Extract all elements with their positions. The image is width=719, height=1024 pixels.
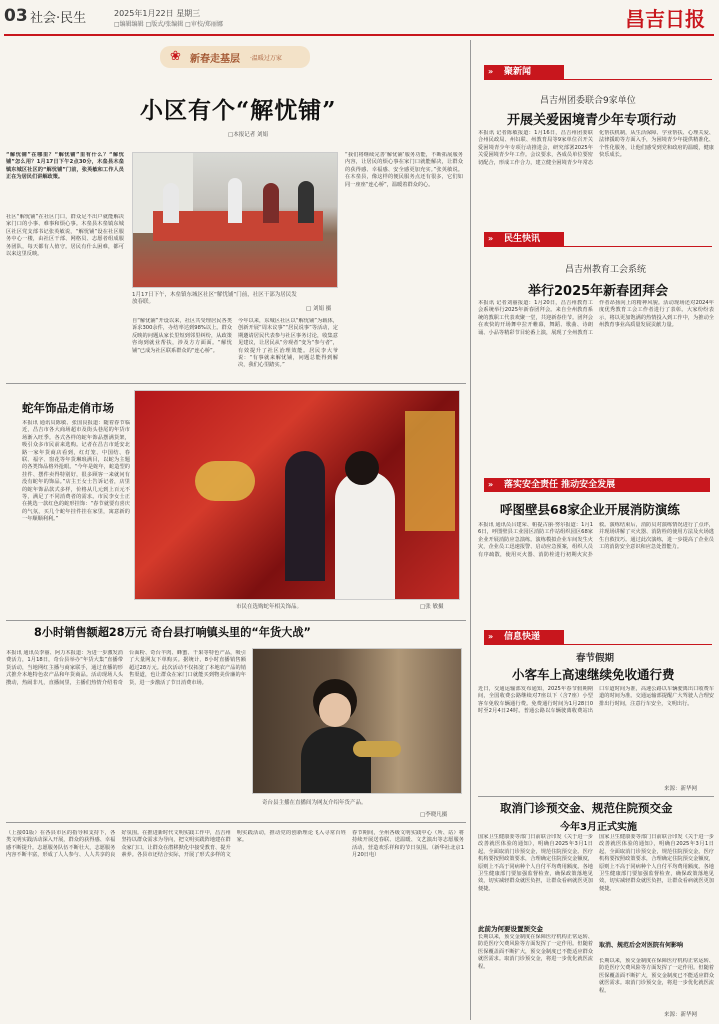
sales-photo [252,648,462,794]
main-photo-caption: 1月17日下午，木垒镇东城区社区“解忧铺”门前，社区干部为居民发放春联。 [132,292,297,305]
toll-headline: 小客车上高速继续免收通行费 [512,667,675,682]
main-col3: 今年以来，东城区社区以“解忧铺”为载体，创新开展“周末议事”“居民说事”等活动，定期邀请居民代表参与社区事务讨论，收集意见建议，让居民从“旁观者”变为“参与者”，有效提升了社区治理效能。居民李大爷说：“有事就来解忧铺，问题总能得到解决，我们心里踏实。” [238,318,338,369]
union-body: 本报讯 记者刘丽报道：1月20日，昌吉州教育工会系统举行2025年新春团拜会。来自全州教育系统的教职工代表欢聚一堂，共迎新春佳节。团拜会在欢快的开场舞中拉开帷幕，舞蹈、歌曲、诗朗诵、小品等精彩节目轮番上演，展现了全州教育工作者昂扬向上的精神风貌。活动现场还对2024年度优秀教育工会工作者进行了表彰。大家纷纷表示，将以更加饱满的热情投入到工作中，为推动全州教育事业高质量发展贡献力量。 [478,300,714,336]
deposit-more-2: 长期以来，预交金制度在保障医疗机构正常运转、防范医疗欠费风险等方面发挥了一定作用。但随着医保覆盖面不断扩大，预交金制度已不能适应群众就医需求。取消门诊预交金，将进一步优化就医流程。 [599,958,714,994]
fire-drill-body: 本报讯 通讯员吕建荣、帕提古丽·努尔报道：1月16日，呼图壁县工业园区消防工作站组织园区68家企业开展消防应急演练。演练模拟企业车间发生火灾，企业员工迅速报警、启动应急预案，组织人员有序疏散，使用灭火器、消防栓进行初期火灾扑救。演练结束后，消防员对演练情况进行了点评，并现场讲解了灭火器、消防栓的使用方法及火场逃生自救技巧。通过此次演练，进一步提高了企业员工的消防安全意识和应急处置能力。 [478,522,714,558]
editor-credits: □编辑编辑 □版式/张编辑 □审校/郑丽娜 [114,21,223,28]
issue-date: 2025年1月22日 星期三 [114,9,201,18]
union-pretitle: 昌吉州教育工会系统 [565,265,647,275]
divider [478,796,714,797]
main-col1: 社区“解忧铺”在社区门口，群众足不出户就能解决家门口的小事、难事和烦心事。木垒县木垒镇东城区社区党支部书记张英敏说，“解忧铺”设在社区服务中心一楼，由社区干部、网格员、志愿者组成服务团队，每天都有人值守。居民有什么困难，都可以来这里反映。 [6,214,124,258]
sales-photo-credit: □李晓凡摄 [420,812,448,818]
banner-title: 新春走基层 [190,54,240,65]
zodiac-photo-credit: □张 敏摄 [420,604,444,610]
page-header [0,0,719,36]
union-headline: 举行2025年新春团拜会 [528,284,669,299]
divider [6,383,466,384]
toll-body: 近日，交通运输部发布通知，2025年春节假期期间，全国收费公路继续对7座以下（含7座）小型客车免收车辆通行费。免费通行时间为1月28日0时至2月4日24时。普通公路以车辆驶离收费站出口车道时间为准，高速公路以车辆驶离出口收费车道的时间为准。交通运输部提醒广大驾驶人合理安排出行时间，注意行车安全，文明出行。 [478,686,714,715]
deposit-headline: 取消门诊预交金、规范住院预交金 [500,801,673,815]
zodiac-photo [134,390,460,600]
deposit-more: 长期以来，预交金制度在保障医疗机构正常运转、防范医疗欠费风险等方面发挥了一定作用。但随着医保覆盖面不断扩大，预交金制度已不能适应群众就医需求。取消门诊预交金，将进一步优化就医流程。 [478,934,593,970]
main-lead: “解忧铺”在哪里？“解忧铺”里有什么？“解忧铺”怎么用？1月17日下午2点30分，木垒县木垒镇东城区社区的“解忧铺”门前，张英敏和工作人员正在为居民们讲解政策。 [6,152,124,181]
newspaper-logo: 昌吉日报 [625,7,705,31]
tag-livelihood: » 民生快讯 [484,232,564,246]
main-col4: “我们将继续完善‘解忧铺’服务功能，不断拓展服务内容，让居民的烦心事在家门口就能解决，让群众的获得感、幸福感、安全感更加充实。”张英敏说。在木垒县，像这样的便民服务点还有很多，它们如同一座座“连心桥”，温暖着群众的心。 [345,152,463,188]
deposit-subheading-2: 取消、规范后会对医院有何影响 [599,942,684,949]
news-headline: 开展关爱困境青少年专项行动 [507,113,677,128]
toll-pretitle: 春节假期 [576,653,615,664]
double-chevron-icon: » [488,67,494,76]
toll-source: 来源：新华网 [664,786,698,792]
zodiac-headline: 蛇年饰品走俏市场 [22,401,114,415]
news-body: 本报讯 记者陈敏报道：1月16日，昌吉州团委联合州民政局、州妇联、州教育局等9家单位召开关爱困境青少年专项行动推进会，研究部署2025年关爱困境青少年工作。会议要求，各成员单位要密切配合，形成工作合力，建立健全困境青少年常态化帮扶机制，从生活保障、学业帮扶、心理关爱、法律援助等方面入手，为困境青少年提供精准化、个性化服务，让他们感受到党和政府的温暖，健康快乐成长。 [478,130,714,166]
zodiac-body: 本报讯 通讯员陈敏、张国良报道：随着春节临近，昌吉市各大商场超市及街头巷尾的年货市场渐入旺季。各式各样的蛇年饰品摆满货架，吸引众多市民前来选购。记者在昌吉市延安北路一家年货商店看到，红灯笼、中国结、春联、福字、窗花等年货琳琅满目，以蛇为主题的各类饰品格外抢眼。“今年是蛇年，蛇造型的挂件、摆件卖得特别好，很多顾客一来就问有没有蛇年的饰品。”店主王女士告诉记者，店里的蛇年饰品款式多样，价格从几元到上百元不等，满足了不同消费者的需求。市民李女士正在挑选一款红色的蛇形挂饰：“春节就要有喜庆的气氛，买几个蛇年挂件挂在家里，寓意新的一年顺顺利利。” [22,420,130,523]
tag-safety: » 落实安全责任 推动安全发展 [484,478,710,492]
section-title: 社会·民生 [30,11,87,26]
header-rule [4,34,714,36]
section-rule [484,644,712,645]
section-rule [484,246,712,247]
main-byline: □本报记者 刘娟 [228,132,268,138]
main-photo [132,152,338,288]
main-headline: 小区有个“解忧铺” [140,97,337,124]
deposit-body: 国家卫生健康委等部门日前联合印发《关于进一步改善就医体验的通知》，明确自2025年3月1日起，全面取消门诊预交金，规范住院预交金。医疗机构要按照政策要求，合理确定住院预交金额度，原则上不高于同病种个人自付平均费用额度。各地卫生健康部门要加强监督检查，确保政策落地见效，切实减轻群众就医负担，让群众看病就医更加便捷。 [478,834,593,892]
deposit-subheading: 此前为何要设置预交金 [478,925,543,933]
new-year-banner [160,46,310,68]
page-number: 03 [4,6,28,26]
section-rule [484,79,712,80]
sales-photo-caption: 奇台县主播在直播间为网友介绍年货产品。 [262,800,367,806]
deposit-subtitle: 今年3月正式实施 [560,822,637,833]
double-chevron-icon: » [488,632,494,641]
fire-drill-headline: 呼图壁县68家企业开展消防演练 [500,502,680,517]
deposit-body-2: 国家卫生健康委等部门日前联合印发《关于进一步改善就医体验的通知》，明确自2025年3月1日起，全面取消门诊预交金，规范住院预交金。医疗机构要按照政策要求，合理确定住院预交金额度，原则上不高于同病种个人自付平均费用额度。各地卫生健康部门要加强监督检查，确保政策落地见效，切实减轻群众就医负担，让群众看病就医更加便捷。 [599,834,714,892]
snake-icon: ❀ [170,49,181,64]
zodiac-photo-caption: 市民在选购蛇年相关饰品。 [236,604,303,610]
news-pretitle: 昌吉州团委联合9家单位 [540,96,636,106]
deposit-source: 来源：新华网 [664,1012,698,1018]
divider [6,822,466,823]
column-divider [470,40,471,1020]
double-chevron-icon: » [488,480,494,489]
divider [6,620,466,621]
sales-body: 本报讯 通讯员李丽、阿力木报道：为进一步激发消费活力，1月18日，奇台县举办“年货大集”直播带货活动，当地网红主播与商家联手，通过直播的形式推介本地特色农产品和年货商品。活动现场人头攒动，热闹非凡，直播间里，主播们热情介绍着奇台面粉、奇台羊肉、蜂蜜、干果等特色产品，吸引了大量网友下单购买。据统计，8小时直播销售额超过28万元。此次活动不仅拓宽了本地农产品的销售渠道，也让群众在家门口就能买到物美价廉的年货，进一步激活了节日消费市场。 [6,650,246,686]
bottom-continued-body: （上接01版）在各县市区的指导和支持下，各类文明实践活动深入开展，群众的获得感、幸福感不断提升。志愿服务队伍不断壮大，志愿服务内容不断丰富，形成了人人参与、人人共享的良好氛围。在推进新时代文明实践工作中，昌吉州坚持以群众需求为导向，把文明实践阵地建在群众家门口，让群众在潜移默化中接受教育、提升素养。各县市还结合实际，开展了形式多样的文明实践活动，推动党的创新理论飞入寻常百姓家。 [6,830,346,859]
main-photo-credit: □ 刘娟 摄 [306,306,332,312]
banner-subtitle: ·温暖过万家 [250,55,282,62]
tag-info: » 信息快递 [484,630,564,644]
sales-headline: 8小时销售额超28万元 奇台县打响镇头里的“年货大战” [34,626,311,639]
tag-news: » 聚新闻 [484,65,564,79]
double-chevron-icon: » [488,234,494,243]
main-col2: 自“解忧铺”开设以来，社区共受理居民各类诉求300余件，办结率达到98%以上。群众反映的问题从家长里短到邻里纠纷，从政策咨询到就业帮扶，涉及方方面面。“解忧铺”已成为社区联系群众的“连心桥”。 [132,318,232,354]
bottom-continued-end: 春节期间，全州各级文明实践中心（所、站）将持续开展送春联、送温暖、文艺演出等志愿服务活动，营造欢乐祥和的节日氛围。（新华社北京1月20日电） [352,830,464,859]
